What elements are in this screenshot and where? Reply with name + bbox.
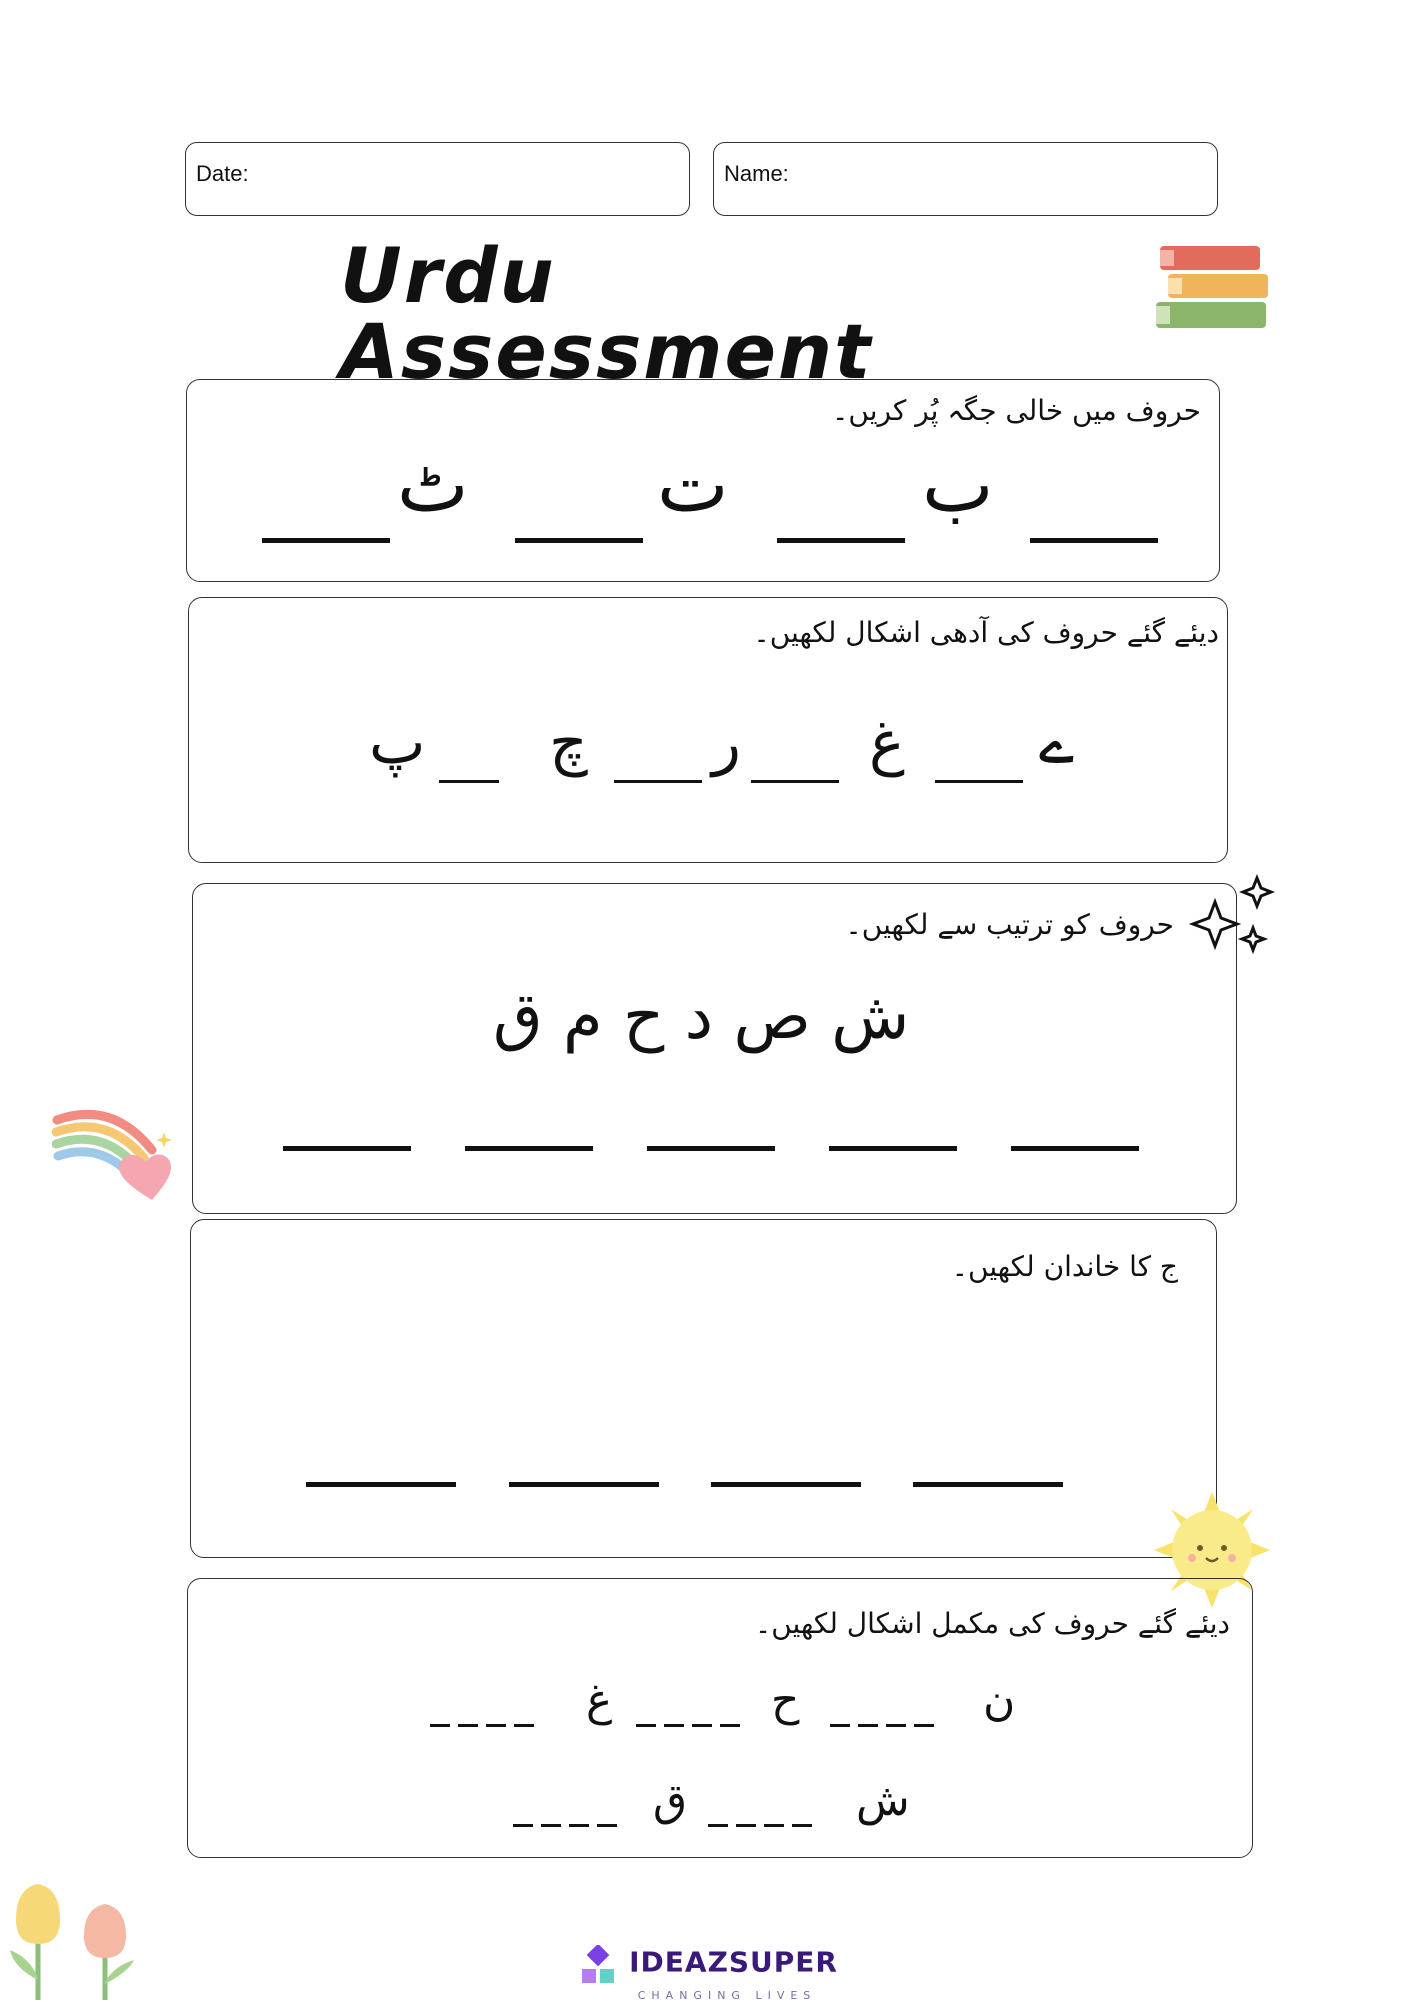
section-5-instruction: دیئے گئے حروف کی مکمل اشکال لکھیں۔ [754,1607,1230,1640]
name-label: Name: [724,161,789,186]
answer-blank[interactable] [1011,1146,1139,1151]
sparkle-icon [1185,870,1285,970]
dash-blank[interactable] [914,1724,934,1727]
dash-blank[interactable] [764,1824,784,1827]
answer-blank[interactable] [515,538,643,543]
letter-tteh: ٹ [397,440,469,529]
books-icon [1152,242,1277,337]
answer-blank[interactable] [306,1482,456,1487]
dash-blank[interactable] [886,1724,906,1727]
answer-blank[interactable] [711,1482,861,1487]
answer-blank[interactable] [935,780,1023,783]
section-order-letters [192,883,1237,1214]
dash-blank[interactable] [514,1724,534,1727]
dash-blank[interactable] [430,1724,450,1727]
dash-blank[interactable] [720,1724,740,1727]
dash-blank[interactable] [692,1724,712,1727]
date-field[interactable] [185,142,690,216]
brand-logo [0,1945,1414,2002]
logo-icon [576,1945,624,1989]
answer-blank[interactable] [465,1146,593,1151]
letter-qaaf: ق [653,1775,688,1826]
answer-blank[interactable] [439,780,499,783]
dash-blank[interactable] [597,1824,617,1827]
answer-blank[interactable] [777,538,905,543]
letter-peh: پ [369,708,426,778]
section-1-instruction: حروف میں خالی جگہ پُر کریں۔ [832,394,1201,427]
section-half-forms [188,597,1228,863]
dash-blank[interactable] [736,1824,756,1827]
dash-blank[interactable] [569,1824,589,1827]
page-title: Urdu Assessment [340,231,873,396]
date-label: Date: [196,161,249,186]
dash-blank[interactable] [830,1724,850,1727]
jumbled-letters: ش ص د ح م ق [493,980,910,1054]
letter-ghain: غ [869,708,905,778]
section-jeem-family [190,1219,1217,1558]
letter-beh: ب [922,440,994,529]
dash-blank[interactable] [792,1824,812,1827]
answer-blank[interactable] [829,1146,957,1151]
letter-noon: ن [983,1675,1016,1726]
letter-reh: ر [712,708,741,778]
brand-tagline: CHANGING LIVES [637,1989,817,2002]
letter-teh: ت [657,440,729,529]
letter-cheh: چ [549,708,588,778]
dash-blank[interactable] [858,1724,878,1727]
letter-bari-yeh: ے [1039,708,1075,778]
answer-blank[interactable] [509,1482,659,1487]
answer-blank[interactable] [751,780,839,783]
section-3-instruction: حروف کو ترتیب سے لکھیں۔ [845,908,1174,941]
letter-hay: ح [771,1675,800,1726]
section-2-instruction: دیئے گئے حروف کی آدھی اشکال لکھیں۔ [753,616,1219,649]
answer-blank[interactable] [1030,538,1158,543]
answer-blank[interactable] [262,538,390,543]
letter-sheen: ش [856,1775,910,1826]
answer-blank[interactable] [283,1146,411,1151]
dash-blank[interactable] [513,1824,533,1827]
dash-blank[interactable] [541,1824,561,1827]
dash-blank[interactable] [664,1724,684,1727]
answer-blank[interactable] [913,1482,1063,1487]
section-fill-blanks [186,379,1220,582]
name-field[interactable] [713,142,1218,216]
dash-blank[interactable] [486,1724,506,1727]
dash-blank[interactable] [458,1724,478,1727]
answer-blank[interactable] [647,1146,775,1151]
brand-name: IDEAZSUPER [629,1945,838,1979]
dash-blank[interactable] [636,1724,656,1727]
section-full-forms [187,1578,1253,1858]
answer-blank[interactable] [614,780,702,783]
section-4-instruction: ج کا خاندان لکھیں۔ [951,1250,1178,1283]
dash-blank[interactable] [708,1824,728,1827]
letter-ghain: غ [586,1675,613,1726]
rainbow-heart-icon [52,1100,182,1210]
